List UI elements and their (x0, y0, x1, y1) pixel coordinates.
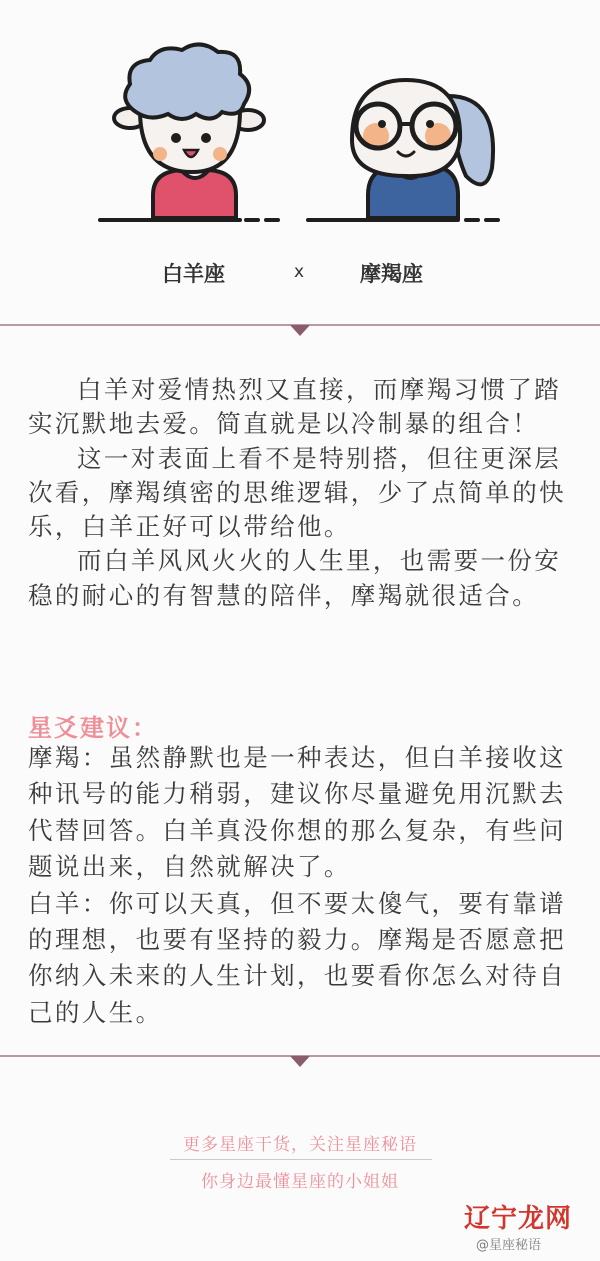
sign-names (0, 258, 600, 288)
watermark-site-name: 辽宁龙网 (464, 1204, 573, 1234)
advice-paragraph: 摩羯：虽然静默也是一种表达，但白羊接收这种讯号的能力稍弱，建议你尽量避免用沉默去代替回答。白羊真没你想的那么复杂，有些问题说出来，自然就解决了。 (28, 743, 566, 882)
aries-label: 白羊座 (162, 262, 225, 286)
advice-heading: 星爻建议： (28, 714, 158, 742)
times-sign: x (294, 262, 305, 282)
footer-promo: 更多星座干货，关注星座秘语 (183, 1135, 417, 1155)
down-triangle-icon (290, 325, 310, 336)
footer-divider (170, 1159, 432, 1160)
footer-tagline: 你身边最懂星座的小姐姐 (201, 1172, 399, 1192)
article-body (28, 373, 573, 613)
paragraph: 而白羊风风火火的人生里，也需要一份安稳的耐心的有智慧的陪伴，摩羯就很适合。 (28, 546, 562, 610)
paragraph: 这一对表面上看不是特别搭，但往更深层次看，摩羯缜密的思维逻辑，少了点简单的快乐，白羊正好可以带给他。 (28, 443, 566, 542)
capricorn-character-icon (308, 80, 498, 220)
top-divider (0, 316, 600, 336)
aries-character-icon (100, 44, 278, 220)
paragraph: 白羊对爱情热烈又直接，而摩羯习惯了踏实沉默地去爱。简直就是以冷制暴的组合！ (28, 375, 562, 439)
down-triangle-icon (290, 1056, 310, 1067)
bottom-divider (0, 1047, 600, 1067)
watermark (430, 1198, 590, 1258)
advice-body (28, 740, 573, 1031)
capricorn-label: 摩羯座 (360, 262, 423, 286)
watermark-weibo-handle: @星座秘语 (476, 1238, 542, 1253)
characters-illustration (0, 0, 600, 240)
advice-paragraph: 白羊：你可以天真，但不要太傻气，要有靠谱的理想，也要有坚持的毅力。摩羯是否愿意把你纳入未来的人生计划，也要看你怎么对待自己的人生。 (28, 888, 566, 1027)
